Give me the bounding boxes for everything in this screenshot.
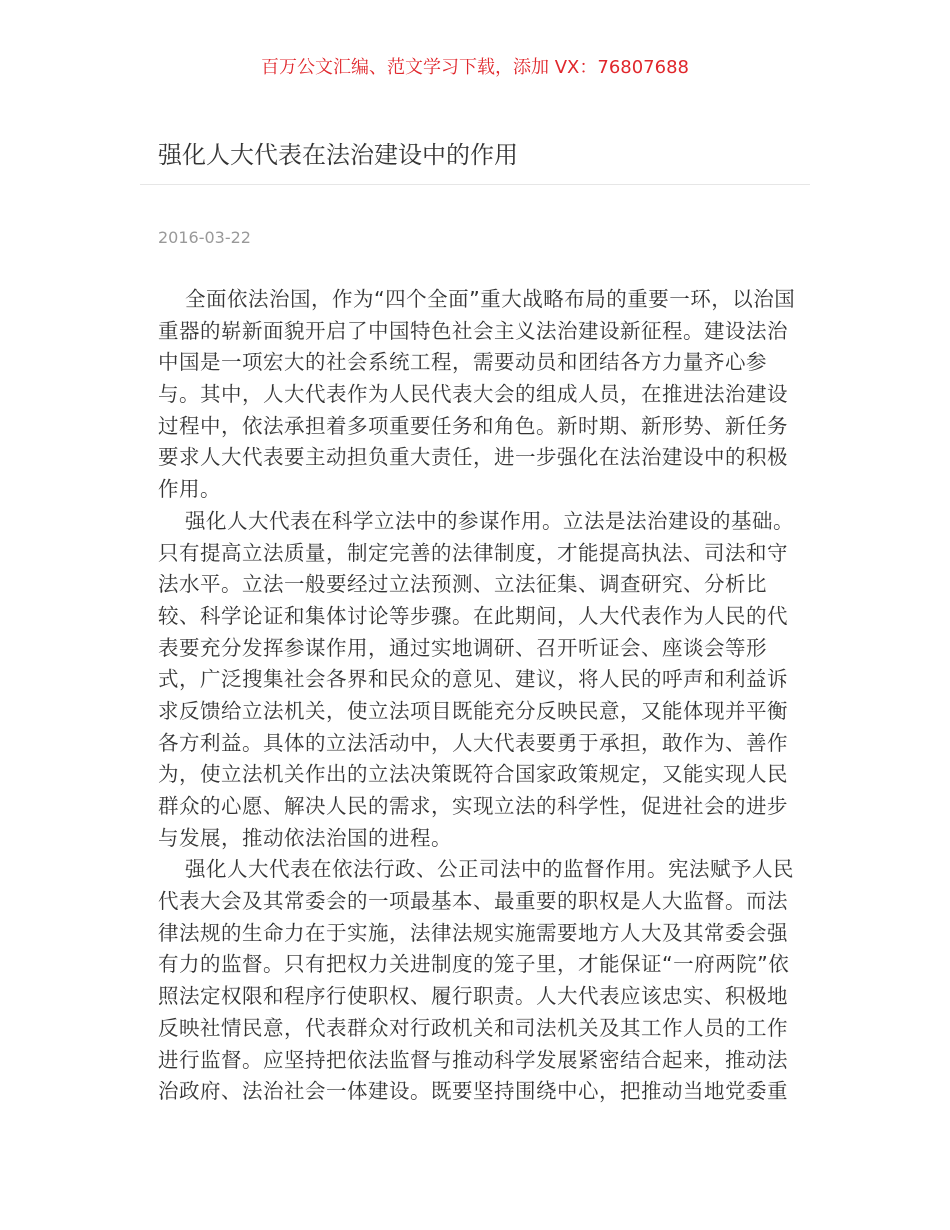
paragraph-line: 与。其中，人大代表作为人民代表大会的组成人员，在推进法治建设	[158, 382, 788, 407]
title-divider	[140, 184, 810, 185]
paragraph-line: 求反馈给立法机关，使立法项目既能充分反映民意，又能体现并平衡	[158, 698, 788, 723]
paragraph-line: 代表大会及其常委会的一项最基本、最重要的职权是人大监督。而法	[158, 889, 788, 914]
paragraph-line: 表要充分发挥参谋作用，通过实地调研、召开听证会、座谈会等形	[158, 635, 767, 660]
paragraph-line: 为，使立法机关作出的立法决策既符合国家政策规定，又能实现人民	[158, 762, 788, 787]
paragraph-line: 进行监督。应坚持把依法监督与推动科学发展紧密结合起来，推动法	[158, 1047, 788, 1072]
article-body	[158, 284, 798, 1108]
paragraph-line: 较、科学论证和集体讨论等步骤。在此期间，人大代表作为人民的代	[158, 603, 788, 628]
paragraph-line: 重器的崭新面貌开启了中国特色社会主义法治建设新征程。建设法治	[158, 318, 788, 343]
paragraph-line: 反映社情民意，代表群众对行政机关和司法机关及其工作人员的工作	[158, 1015, 788, 1040]
paragraph	[158, 506, 798, 855]
paragraph	[158, 284, 798, 506]
paragraph-line: 法水平。立法一般要经过立法预测、立法征集、调查研究、分析比	[158, 572, 767, 597]
paragraph-line: 全面依法治国，作为“四个全面”重大战略布局的重要一环，以治国	[185, 287, 796, 311]
paragraph-line: 要求人大代表要主动担负重大责任，进一步强化在法治建设中的积极	[158, 445, 788, 470]
paragraph-line: 治政府、法治社会一体建设。既要坚持围绕中心，把推动当地党委重	[158, 1079, 788, 1104]
publish-date: 2016-03-22	[158, 228, 251, 247]
paragraph-line: 中国是一项宏大的社会系统工程，需要动员和团结各方力量齐心参	[158, 350, 767, 375]
paragraph-line: 作用。	[158, 477, 221, 502]
paragraph-line: 群众的心愿、解决人民的需求，实现立法的科学性，促进社会的进步	[158, 794, 788, 818]
paragraph-line: 过程中，依法承担着多项重要任务和角色。新时期、新形势、新任务	[158, 413, 788, 438]
paragraph-line: 照法定权限和程序行使职权、履行职责。人大代表应该忠实、积极地	[158, 984, 788, 1009]
paragraph-line: 与发展，推动依法治国的进程。	[158, 825, 452, 850]
paragraph-line: 强化人大代表在依法行政、公正司法中的监督作用。宪法赋予人民	[185, 857, 794, 882]
paragraph-line: 有力的监督。只有把权力关进制度的笼子里，才能保证“一府两院”依	[158, 952, 790, 977]
promo-banner: 百万公文汇编、范文学习下载，添加 VX：76807688	[261, 57, 689, 78]
paragraph-line: 式，广泛搜集社会各界和民众的意见、建议，将人民的呼声和利益诉	[158, 667, 788, 692]
paragraph-line: 各方利益。具体的立法活动中，人大代表要勇于承担，敢作为、善作	[158, 730, 788, 755]
article-title: 强化人大代表在法治建设中的作用	[158, 141, 518, 169]
paragraph-line: 只有提高立法质量，制定完善的法律制度，才能提高执法、司法和守	[158, 540, 788, 565]
paragraph-line: 强化人大代表在科学立法中的参谋作用。立法是法治建设的基础。	[185, 508, 794, 533]
paragraph-line: 律法规的生命力在于实施，法律法规实施需要地方人大及其常委会强	[158, 920, 788, 945]
paragraph	[158, 854, 798, 1108]
